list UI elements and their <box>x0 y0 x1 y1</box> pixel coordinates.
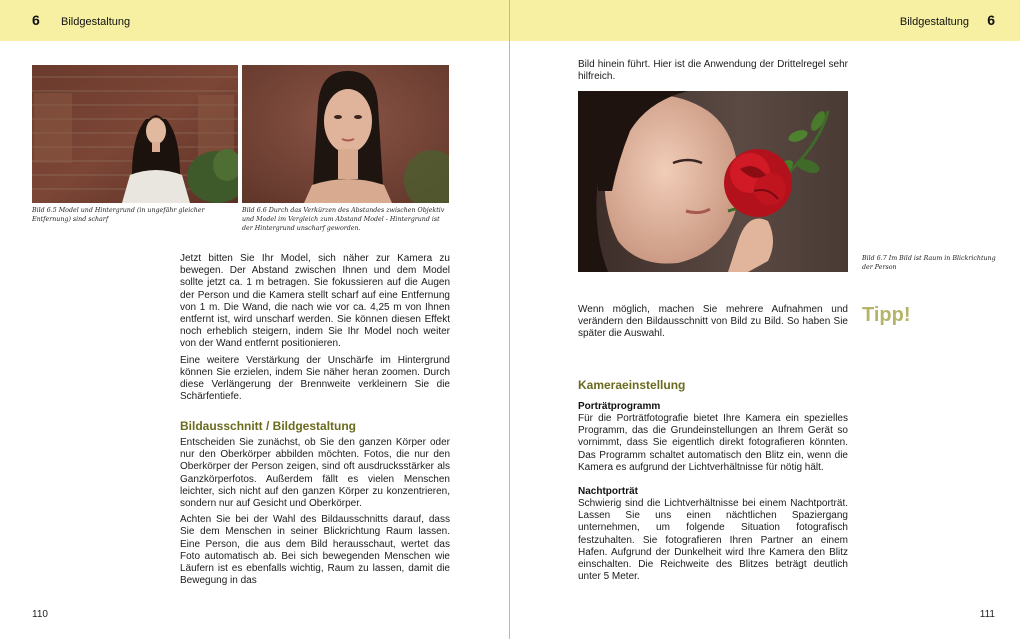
right-page <box>510 0 1020 639</box>
caption-figure-6-6: Bild 6.6 Durch das Verkürzen des Abstandes zwischen Objektiv und Model im Vergleich zum Abstand Model - Hintergrund ist der Hintergrund unscharf geworden. <box>242 207 445 232</box>
left-page-header <box>0 0 509 41</box>
paragraph-tip: Wenn möglich, machen Sie mehrere Aufnahmen und verändern den Bildausschnitt von Bild zu Bild. So haben Sie später die Auswahl. <box>578 304 848 340</box>
chapter-number: 6 <box>987 12 995 28</box>
page-number-left: 110 <box>32 609 48 620</box>
paragraph-body-crop: Entscheiden Sie zunächst, ob Sie den ganzen Körper oder nur den Oberkörper abbilden möchten. Fotos, die nur den Oberkörper der Person zeigen, sind oft ausdrucksstärker als Ganzkörperfotos. Außerdem fällt es vielen Menschen leichter, sich nicht auf den ganzen Körper zu konzentrieren, sondern nur auf Gesicht und Oberkörper. <box>180 437 450 510</box>
left-page <box>0 0 509 639</box>
right-body-continuation <box>578 59 848 87</box>
right-page-header <box>510 0 1020 41</box>
paragraph-portrait: Für die Porträtfotografie bietet Ihre Kamera ein spezielles Programm, das die Grundeinstellungen an Ihrem Gerät so vornimmt, dass Sie eigentlich direkt fotografieren könnten. Das Programm schaltet automatisch den Blitz ein, wenn die Kamera es aufgrund der Lichtverhältnisse für nötig hält. <box>578 413 848 473</box>
caption-figure-6-7: Bild 6.7 Im Bild ist Raum in Blickrichtung der Person <box>862 255 996 271</box>
tip-label: Tipp! <box>862 304 911 326</box>
page-number-right: 111 <box>979 609 995 620</box>
left-body-block-1 <box>180 253 450 407</box>
section-heading-framing: Bildausschnitt / Bildgestaltung <box>180 419 357 433</box>
paragraph-zoom: Eine weitere Verstärkung der Unschärfe im Hintergrund können Sie erzielen, indem Sie näher heran zoomen. Durch diese Verlängerung der Brennweite verkleinern Sie die Schärfentiefe. <box>180 354 450 403</box>
photo-woman-with-rose <box>578 91 848 272</box>
sub-heading-night: Nachtporträt <box>578 486 639 497</box>
paragraph-gaze-direction: Achten Sie bei der Wahl des Bildausschnitts darauf, dass Sie dem Menschen in seiner Blickrichtung Raum lassen. Eine Person, die aus dem Bild herausschaut, wertet das Foto automatisch ab. Bei sich bewegenden Menschen wie Läufern ist es ebenfalls wichtig, Raum zu lassen, damit die Bewegung in das <box>180 514 450 587</box>
paragraph-night: Schwierig sind die Lichtverhältnisse bei einem Nachtporträt. Lassen Sie uns einen nächtlichen Spaziergang unternehmen, um folgende Situation fotografisch festzuhalten. Sie fotografieren Ihren Partner an einem Hafen. Aufgrund der Dunkelheit wird Ihre Kamera den Blitz einschalten. Die Reichweite des Blitzes beträgt deutlich unter 5 Meter. <box>578 498 848 583</box>
paragraph-continuation: Bild hinein führt. Hier ist die Anwendung der Drittelregel sehr hilfreich. <box>578 59 848 83</box>
photo-model-full-body <box>32 65 238 203</box>
chapter-title: Bildgestaltung <box>61 16 131 28</box>
chapter-title: Bildgestaltung <box>899 16 969 28</box>
caption-figure-6-5: Bild 6.5 Model und Hintergrund (in ungefähr gleicher Entfernung) sind scharf <box>32 207 205 223</box>
chapter-number: 6 <box>32 12 40 28</box>
rose-flower <box>724 149 792 217</box>
right-body-tip <box>578 304 848 345</box>
section-heading-camera: Kameraeinstellung <box>578 378 686 392</box>
right-body-portrait <box>578 413 848 478</box>
left-body-block-2 <box>180 437 450 591</box>
right-body-night <box>578 498 848 587</box>
sub-heading-portrait: Porträtprogramm <box>578 401 661 412</box>
paragraph-distance: Jetzt bitten Sie Ihr Model, sich näher zur Kamera zu bewegen. Der Abstand zwischen Ihnen und dem Model sollte jetzt ca. 1 m betragen. Sie fokussieren auf die Augen der Person und die Kamera stellt scharf auf eine Entfernung von 1 m. Die Wand, die nach wie vor ca. 4,25 m von Ihnen entfernt ist, wird unscharf werden. Sie können diesen Effekt noch erheblich steigern, indem Sie Ihr Model noch weiter von der Wand entfernt positionieren. <box>180 253 450 350</box>
photo-model-closeup <box>242 65 449 203</box>
